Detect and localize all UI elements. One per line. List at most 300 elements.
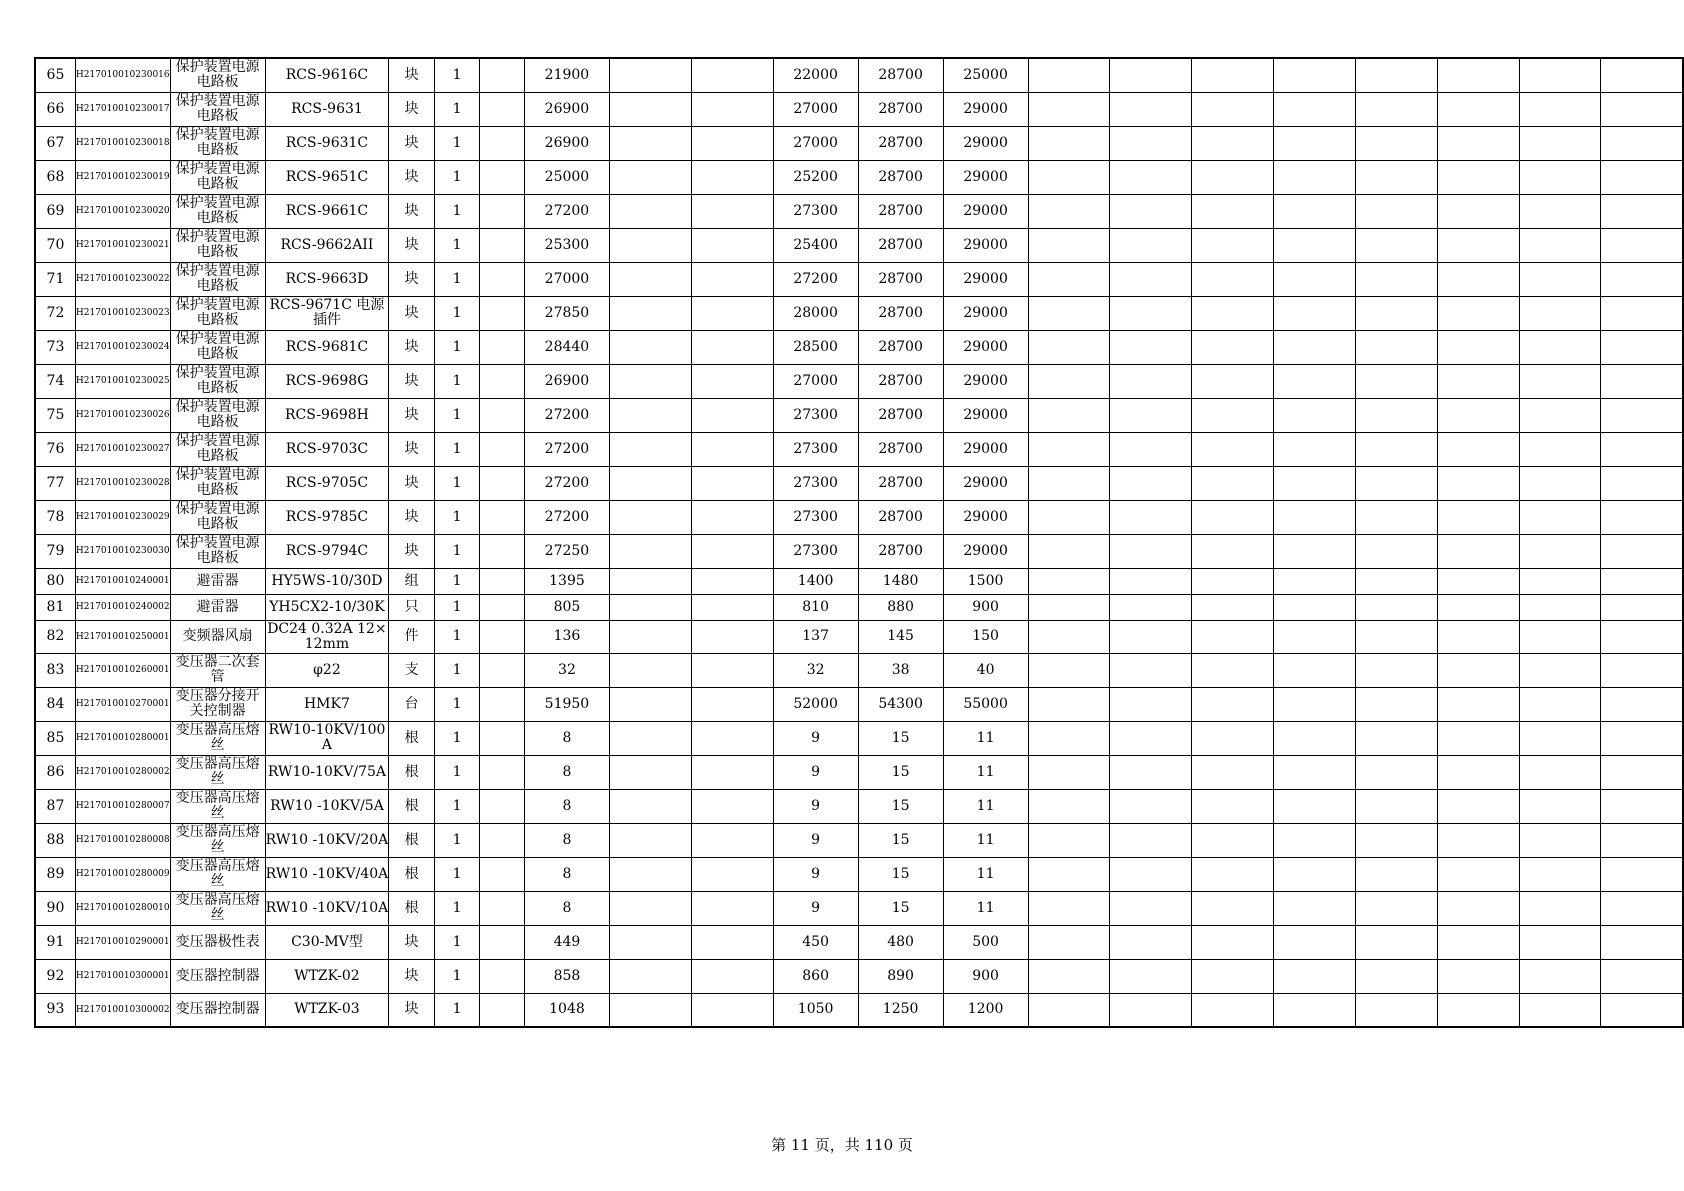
empty-cell [1274, 959, 1356, 993]
item-model: RCS-9616C [265, 58, 389, 92]
price-1: 858 [524, 959, 609, 993]
empty-cell [1437, 58, 1519, 92]
item-unit: 块 [389, 959, 435, 993]
empty-cell [1437, 568, 1519, 594]
price-1: 8 [524, 721, 609, 755]
empty-cell [691, 568, 773, 594]
empty-cell [691, 92, 773, 126]
empty-cell [1519, 432, 1601, 466]
empty-cell [1110, 993, 1192, 1027]
empty-cell [1437, 160, 1519, 194]
item-quantity: 1 [434, 620, 479, 653]
empty-cell [480, 500, 525, 534]
empty-cell [1601, 160, 1683, 194]
empty-cell [1028, 891, 1110, 925]
empty-cell [1192, 262, 1274, 296]
item-model: RCS-9705C [265, 466, 389, 500]
empty-cell [1274, 262, 1356, 296]
empty-cell [1437, 330, 1519, 364]
price-4: 29000 [943, 296, 1028, 330]
empty-cell [480, 594, 525, 620]
price-3: 15 [858, 755, 943, 789]
price-4: 29000 [943, 330, 1028, 364]
row-number: 93 [35, 993, 75, 1027]
table-row [35, 925, 1683, 959]
empty-cell [1028, 789, 1110, 823]
table-row [35, 466, 1683, 500]
empty-cell [1192, 398, 1274, 432]
table-row [35, 92, 1683, 126]
empty-cell [1437, 594, 1519, 620]
item-name: 保护装置电源电路板 [170, 432, 265, 466]
empty-cell [1355, 58, 1437, 92]
table-row [35, 891, 1683, 925]
empty-cell [1519, 296, 1601, 330]
empty-cell [1601, 534, 1683, 568]
price-3: 28700 [858, 432, 943, 466]
item-quantity: 1 [434, 194, 479, 228]
item-name: 保护装置电源电路板 [170, 92, 265, 126]
item-name: 变压器高压熔丝 [170, 891, 265, 925]
empty-cell [1192, 823, 1274, 857]
item-model: RCS-9703C [265, 432, 389, 466]
item-code: H217010010280002 [75, 755, 170, 789]
price-4: 29000 [943, 432, 1028, 466]
price-2: 28000 [773, 296, 858, 330]
empty-cell [1028, 755, 1110, 789]
empty-cell [609, 891, 691, 925]
empty-cell [609, 925, 691, 959]
empty-cell [1437, 466, 1519, 500]
empty-cell [1355, 262, 1437, 296]
price-1: 27200 [524, 194, 609, 228]
item-unit: 块 [389, 432, 435, 466]
empty-cell [609, 194, 691, 228]
empty-cell [1192, 755, 1274, 789]
item-code: H217010010300001 [75, 959, 170, 993]
price-2: 52000 [773, 687, 858, 721]
price-3: 28700 [858, 126, 943, 160]
item-name: 变压器高压熔丝 [170, 857, 265, 891]
empty-cell [1192, 126, 1274, 160]
empty-cell [1110, 925, 1192, 959]
empty-cell [1028, 925, 1110, 959]
price-1: 8 [524, 823, 609, 857]
item-quantity: 1 [434, 160, 479, 194]
empty-cell [1437, 891, 1519, 925]
empty-cell [691, 58, 773, 92]
price-4: 11 [943, 823, 1028, 857]
price-1: 27200 [524, 466, 609, 500]
price-1: 28440 [524, 330, 609, 364]
row-number: 72 [35, 296, 75, 330]
empty-cell [1192, 687, 1274, 721]
item-name: 变压器高压熔丝 [170, 755, 265, 789]
item-quantity: 1 [434, 653, 479, 687]
empty-cell [1192, 160, 1274, 194]
empty-cell [1355, 500, 1437, 534]
empty-cell [1110, 959, 1192, 993]
item-model: φ22 [265, 653, 389, 687]
empty-cell [1601, 194, 1683, 228]
empty-cell [1192, 653, 1274, 687]
item-model: RCS-9794C [265, 534, 389, 568]
item-model: DC24 0.32A 12×12mm [265, 620, 389, 653]
empty-cell [1192, 58, 1274, 92]
empty-cell [1519, 925, 1601, 959]
item-quantity: 1 [434, 432, 479, 466]
empty-cell [1110, 721, 1192, 755]
empty-cell [1437, 687, 1519, 721]
price-3: 28700 [858, 228, 943, 262]
item-unit: 块 [389, 364, 435, 398]
empty-cell [1274, 194, 1356, 228]
price-1: 21900 [524, 58, 609, 92]
empty-cell [1274, 891, 1356, 925]
row-number: 88 [35, 823, 75, 857]
empty-cell [1028, 568, 1110, 594]
item-unit: 根 [389, 721, 435, 755]
empty-cell [691, 160, 773, 194]
empty-cell [691, 891, 773, 925]
empty-cell [691, 228, 773, 262]
item-code: H217010010260001 [75, 653, 170, 687]
empty-cell [691, 262, 773, 296]
empty-cell [1437, 993, 1519, 1027]
empty-cell [1601, 466, 1683, 500]
empty-cell [1274, 92, 1356, 126]
price-2: 27300 [773, 500, 858, 534]
item-model: RW10-10KV/75A [265, 755, 389, 789]
empty-cell [691, 296, 773, 330]
price-4: 55000 [943, 687, 1028, 721]
empty-cell [1355, 432, 1437, 466]
row-number: 89 [35, 857, 75, 891]
empty-cell [691, 721, 773, 755]
empty-cell [1519, 755, 1601, 789]
empty-cell [480, 823, 525, 857]
price-1: 51950 [524, 687, 609, 721]
empty-cell [1192, 296, 1274, 330]
empty-cell [1519, 891, 1601, 925]
empty-cell [1192, 959, 1274, 993]
empty-cell [1601, 364, 1683, 398]
item-code: H217010010280007 [75, 789, 170, 823]
item-name: 变压器控制器 [170, 959, 265, 993]
price-2: 137 [773, 620, 858, 653]
price-2: 9 [773, 721, 858, 755]
empty-cell [1274, 857, 1356, 891]
empty-cell [1192, 228, 1274, 262]
empty-cell [691, 398, 773, 432]
empty-cell [1028, 364, 1110, 398]
empty-cell [1274, 296, 1356, 330]
item-model: RCS-9698G [265, 364, 389, 398]
item-quantity: 1 [434, 58, 479, 92]
empty-cell [1519, 993, 1601, 1027]
item-model: WTZK-03 [265, 993, 389, 1027]
price-4: 29000 [943, 160, 1028, 194]
item-name: 保护装置电源电路板 [170, 262, 265, 296]
row-number: 83 [35, 653, 75, 687]
price-2: 27000 [773, 92, 858, 126]
row-number: 67 [35, 126, 75, 160]
table-row [35, 432, 1683, 466]
price-2: 27000 [773, 126, 858, 160]
item-unit: 根 [389, 857, 435, 891]
item-name: 变压器高压熔丝 [170, 823, 265, 857]
item-name: 变频器风扇 [170, 620, 265, 653]
price-2: 1400 [773, 568, 858, 594]
empty-cell [1028, 466, 1110, 500]
item-code: H217010010280010 [75, 891, 170, 925]
empty-cell [1274, 721, 1356, 755]
empty-cell [1437, 262, 1519, 296]
empty-cell [1601, 823, 1683, 857]
price-3: 890 [858, 959, 943, 993]
empty-cell [1192, 568, 1274, 594]
item-code: H217010010240002 [75, 594, 170, 620]
item-quantity: 1 [434, 721, 479, 755]
item-name: 保护装置电源电路板 [170, 194, 265, 228]
empty-cell [691, 364, 773, 398]
empty-cell [1028, 823, 1110, 857]
empty-cell [480, 993, 525, 1027]
price-4: 1500 [943, 568, 1028, 594]
empty-cell [1519, 262, 1601, 296]
empty-cell [1519, 721, 1601, 755]
empty-cell [1601, 687, 1683, 721]
empty-cell [691, 620, 773, 653]
item-code: H217010010300002 [75, 993, 170, 1027]
empty-cell [480, 296, 525, 330]
row-number: 87 [35, 789, 75, 823]
item-quantity: 1 [434, 959, 479, 993]
empty-cell [1274, 687, 1356, 721]
empty-cell [480, 58, 525, 92]
empty-cell [1192, 500, 1274, 534]
price-2: 22000 [773, 58, 858, 92]
item-code: H217010010230016 [75, 58, 170, 92]
empty-cell [1274, 228, 1356, 262]
empty-cell [1519, 58, 1601, 92]
empty-cell [691, 789, 773, 823]
table-row [35, 262, 1683, 296]
empty-cell [1192, 330, 1274, 364]
price-4: 500 [943, 925, 1028, 959]
empty-cell [480, 687, 525, 721]
price-3: 15 [858, 823, 943, 857]
item-quantity: 1 [434, 262, 479, 296]
price-3: 28700 [858, 296, 943, 330]
table-row [35, 755, 1683, 789]
empty-cell [1601, 755, 1683, 789]
empty-cell [1274, 594, 1356, 620]
table-row [35, 534, 1683, 568]
empty-cell [1110, 789, 1192, 823]
empty-cell [1601, 228, 1683, 262]
item-model: RCS-9661C [265, 194, 389, 228]
row-number: 79 [35, 534, 75, 568]
row-number: 80 [35, 568, 75, 594]
table-row [35, 620, 1683, 653]
row-number: 71 [35, 262, 75, 296]
empty-cell [1601, 500, 1683, 534]
item-model: RCS-9785C [265, 500, 389, 534]
item-model: YH5CX2-10/30K [265, 594, 389, 620]
item-unit: 根 [389, 789, 435, 823]
row-number: 66 [35, 92, 75, 126]
price-2: 27300 [773, 534, 858, 568]
empty-cell [1192, 364, 1274, 398]
price-2: 25400 [773, 228, 858, 262]
empty-cell [1519, 687, 1601, 721]
empty-cell [1110, 534, 1192, 568]
empty-cell [1355, 228, 1437, 262]
empty-cell [609, 823, 691, 857]
item-code: H217010010230019 [75, 160, 170, 194]
empty-cell [1601, 594, 1683, 620]
item-quantity: 1 [434, 466, 479, 500]
price-1: 27200 [524, 500, 609, 534]
price-3: 28700 [858, 466, 943, 500]
empty-cell [1355, 296, 1437, 330]
table-row [35, 126, 1683, 160]
table-row [35, 228, 1683, 262]
empty-cell [1192, 789, 1274, 823]
item-quantity: 1 [434, 993, 479, 1027]
empty-cell [1601, 925, 1683, 959]
empty-cell [1274, 755, 1356, 789]
empty-cell [1355, 398, 1437, 432]
price-4: 29000 [943, 500, 1028, 534]
price-4: 900 [943, 959, 1028, 993]
price-2: 9 [773, 755, 858, 789]
empty-cell [1355, 594, 1437, 620]
item-quantity: 1 [434, 823, 479, 857]
item-quantity: 1 [434, 755, 479, 789]
empty-cell [1028, 228, 1110, 262]
empty-cell [1437, 925, 1519, 959]
empty-cell [1437, 194, 1519, 228]
row-number: 90 [35, 891, 75, 925]
item-code: H217010010230024 [75, 330, 170, 364]
item-unit: 块 [389, 330, 435, 364]
price-4: 40 [943, 653, 1028, 687]
item-unit: 块 [389, 534, 435, 568]
item-unit: 块 [389, 925, 435, 959]
empty-cell [1110, 432, 1192, 466]
item-model: RCS-9651C [265, 160, 389, 194]
item-unit: 块 [389, 58, 435, 92]
empty-cell [480, 721, 525, 755]
price-2: 9 [773, 823, 858, 857]
item-model: RW10 -10KV/20A [265, 823, 389, 857]
table-row [35, 823, 1683, 857]
empty-cell [1192, 925, 1274, 959]
empty-cell [1028, 653, 1110, 687]
empty-cell [609, 721, 691, 755]
item-name: 保护装置电源电路板 [170, 58, 265, 92]
item-name: 避雷器 [170, 568, 265, 594]
empty-cell [1519, 466, 1601, 500]
price-1: 1048 [524, 993, 609, 1027]
price-3: 28700 [858, 58, 943, 92]
empty-cell [609, 398, 691, 432]
empty-cell [1192, 993, 1274, 1027]
price-4: 29000 [943, 398, 1028, 432]
empty-cell [609, 330, 691, 364]
empty-cell [480, 653, 525, 687]
row-number: 68 [35, 160, 75, 194]
empty-cell [1028, 432, 1110, 466]
empty-cell [1192, 721, 1274, 755]
empty-cell [691, 194, 773, 228]
empty-cell [1355, 653, 1437, 687]
empty-cell [1110, 398, 1192, 432]
item-model: C30-MV型 [265, 925, 389, 959]
item-name: 保护装置电源电路板 [170, 126, 265, 160]
item-quantity: 1 [434, 92, 479, 126]
empty-cell [609, 92, 691, 126]
price-1: 27850 [524, 296, 609, 330]
empty-cell [1274, 398, 1356, 432]
price-2: 27200 [773, 262, 858, 296]
price-4: 25000 [943, 58, 1028, 92]
empty-cell [480, 398, 525, 432]
empty-cell [1601, 262, 1683, 296]
price-2: 860 [773, 959, 858, 993]
empty-cell [1192, 857, 1274, 891]
empty-cell [1519, 500, 1601, 534]
item-code: H217010010230018 [75, 126, 170, 160]
row-number: 84 [35, 687, 75, 721]
item-name: 保护装置电源电路板 [170, 228, 265, 262]
table-row [35, 58, 1683, 92]
empty-cell [1110, 330, 1192, 364]
empty-cell [1437, 653, 1519, 687]
empty-cell [1274, 823, 1356, 857]
empty-cell [1110, 194, 1192, 228]
empty-cell [480, 925, 525, 959]
empty-cell [609, 687, 691, 721]
empty-cell [1437, 432, 1519, 466]
empty-cell [1601, 620, 1683, 653]
empty-cell [609, 296, 691, 330]
item-name: 变压器二次套管 [170, 653, 265, 687]
empty-cell [1437, 789, 1519, 823]
item-unit: 块 [389, 126, 435, 160]
price-2: 27300 [773, 432, 858, 466]
empty-cell [609, 568, 691, 594]
item-model: RCS-9631C [265, 126, 389, 160]
empty-cell [1110, 755, 1192, 789]
price-2: 9 [773, 891, 858, 925]
price-1: 449 [524, 925, 609, 959]
empty-cell [1110, 568, 1192, 594]
row-number: 77 [35, 466, 75, 500]
empty-cell [1437, 755, 1519, 789]
item-quantity: 1 [434, 789, 479, 823]
empty-cell [691, 993, 773, 1027]
row-number: 76 [35, 432, 75, 466]
price-1: 27200 [524, 398, 609, 432]
empty-cell [1028, 857, 1110, 891]
empty-cell [1274, 789, 1356, 823]
empty-cell [609, 466, 691, 500]
empty-cell [691, 823, 773, 857]
empty-cell [1519, 959, 1601, 993]
